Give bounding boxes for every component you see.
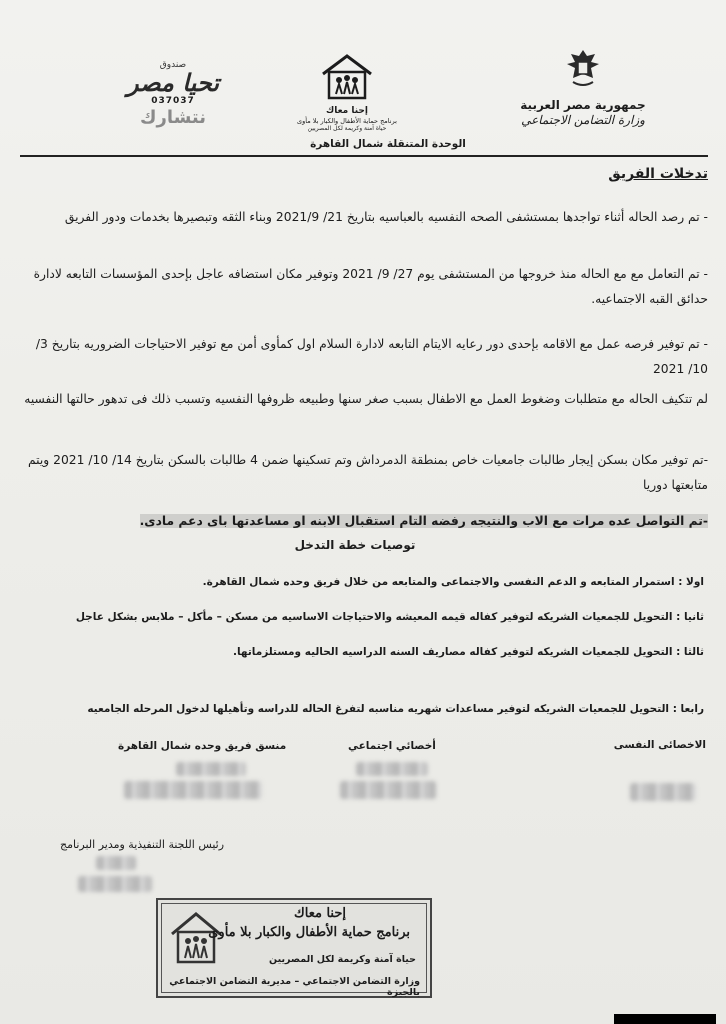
unit-name: الوحدة المتنقلة شمال القاهرة xyxy=(310,138,466,150)
recommendation-item: ثانيا : التحويل للجمعيات الشريكه لتوفير كفاله قيمه المعيشه والاحتياجات الاساسيه من مسكن – مأكل – ملابس بشكل عاجل xyxy=(75,611,704,623)
header-divider xyxy=(20,155,708,157)
fund-logo-block xyxy=(118,60,228,129)
fund-name: تحيا مصر xyxy=(127,68,219,97)
redacted-name-psychologist xyxy=(630,783,696,801)
stamp-tagline: حياة آمنة وكريمة لكل المصريين xyxy=(269,954,416,965)
fund-label: صندوق xyxy=(159,60,187,70)
coordinator-signature-label: منسق فريق وحده شمال القاهرة xyxy=(118,740,287,752)
intervention-paragraph: - تم رصد الحاله أثناء تواجدها بمستشفى الصحه النفسيه بالعباسيه بتاريخ 21/ 2021/9 وبناء الثقه وتبصيرها بخدمات ودور الفريق xyxy=(64,210,708,224)
official-stamp xyxy=(156,898,432,998)
intervention-paragraph: -تم توفير مكان بسكن إيجار طالبات جامعيات خاص بمنطقة الدمرداش وتم تسكينها ضمن 4 طالبات بالسكن بتاريخ 14/ 10/ 2021 ويتم متابعتها دوريا xyxy=(27,453,708,492)
fund-number: 037037 xyxy=(151,96,195,106)
committee-head-signature-label: رئيس اللجنة التنفيذية ومدير البرنامج xyxy=(60,838,225,851)
program-logo-block xyxy=(262,52,432,133)
section-title: تدخلات الفريق xyxy=(608,166,708,182)
ministry-name: وزارة التضامن الاجتماعي xyxy=(521,113,645,127)
intervention-paragraph-highlighted xyxy=(18,509,708,534)
social-worker-signature-label: أخصائي اجتماعي xyxy=(348,740,436,752)
eagle-emblem-icon xyxy=(563,46,603,90)
stamp-program: برنامج حماية الأطفال والكبار بلا مأوى xyxy=(208,925,410,940)
fund-slogan: نتشارك xyxy=(139,107,207,128)
house-family-logo-icon xyxy=(317,52,377,102)
redacted-name-coordinator xyxy=(124,781,262,799)
intervention-paragraph: - تم التعامل مع مع الحاله منذ خروجها من المستشفى يوم 27/ 9/ 2021 وتوفير مكان استضافه عاجل بإحدى المؤسسات التابعه لادارة حدائق القبه الاجتماعيه. xyxy=(33,267,708,306)
redacted-name-committee-head xyxy=(78,876,152,892)
program-logo-subtitle: برنامج حماية الأطفال والكبار بلا مأوى xyxy=(297,117,397,125)
recommendation-item: اولا : استمرار المتابعه و الدعم النفسى والاجتماعى والمتابعه من خلال فريق وحده شمال القاهرة. xyxy=(202,576,704,588)
stamp-ministry: وزارة التضامن الاجتماعي – مديرية التضامن الاجتماعي بالجيزة xyxy=(169,976,420,998)
redacted-signature-coordinator xyxy=(176,762,246,776)
stamp-title: إحنا معاك xyxy=(294,906,346,921)
program-logo-tagline: حياة آمنة وكريمة لكل المصريين xyxy=(307,125,387,132)
intervention-paragraph: لم تتكيف الحاله مع متطلبات وضغوط العمل مع الاطفال بسبب صغر سنها وطبيعه ظروفها النفسيه وتسبب ذلك فى تدهور حالتها النفسيه xyxy=(24,392,708,406)
scan-edge-bar xyxy=(614,1014,716,1024)
redacted-name-social-worker xyxy=(340,781,436,799)
intervention-paragraph: - تم توفير فرصه عمل مع الاقامه بإحدى دور رعايه الايتام التابعه لادارة السلام اول كمأوى أمن مع توفير الاحتياجات الضروريه بتاريخ 3/ 10/ 2021 xyxy=(35,337,708,376)
recommendation-item: ثالثا : التحويل للجمعيات الشريكه لتوفير كفاله مصاريف السنه الدراسيه الحاليه ومستلزماتها. xyxy=(232,646,704,658)
highlighted-text: -تم التواصل عده مرات مع الاب والنتيجه رفضه التام استقبال الابنه او مساعدتها باى دعم مادى. xyxy=(139,514,708,528)
psychologist-signature-label: الاخصائى النفسى xyxy=(613,739,706,751)
recommendations-title: توصيات خطة التدخل xyxy=(294,538,416,552)
redacted-signature-social-worker xyxy=(356,762,428,776)
government-header xyxy=(498,46,668,128)
redacted-signature-committee-head xyxy=(96,856,136,870)
country-name: جمهورية مصر العربية xyxy=(520,98,646,112)
recommendation-item: رابعا : التحويل للجمعيات الشريكه لتوفير مساعدات شهريه مناسبه لتفرغ الحاله للدراسه وتأهيلها لدخول المرحله الجامعيه xyxy=(87,703,704,715)
program-logo-title: إحنا معاك xyxy=(325,106,369,116)
